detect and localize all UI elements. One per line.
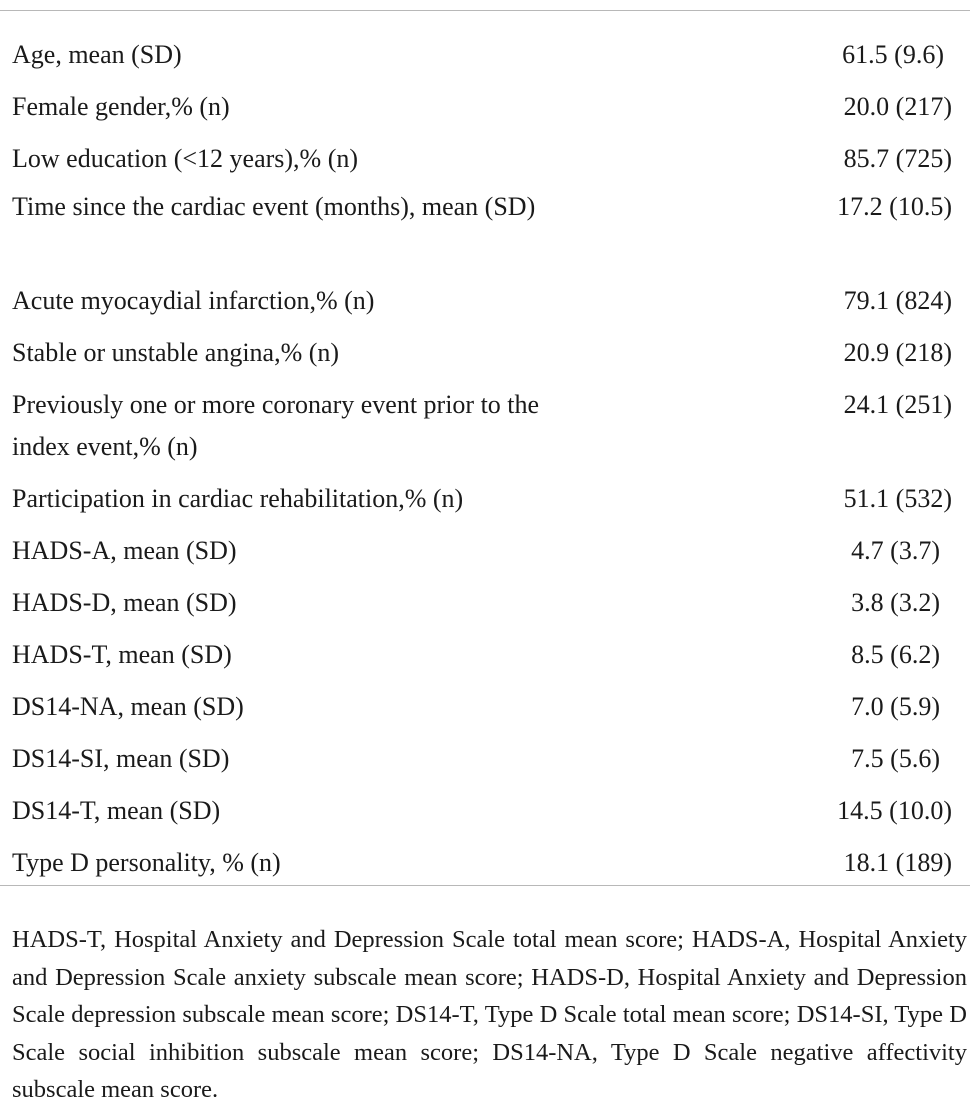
row-value: 24.1 (251) xyxy=(843,390,952,419)
table-row xyxy=(0,738,970,790)
row-label: DS14-NA, mean (SD) xyxy=(12,692,244,721)
table-row xyxy=(0,478,970,530)
table-row xyxy=(0,332,970,384)
table-row xyxy=(0,790,970,842)
row-label: DS14-T, mean (SD) xyxy=(12,796,221,825)
row-value: 4.7 (3.7) xyxy=(851,536,940,565)
table-row xyxy=(0,530,970,582)
table-body xyxy=(0,30,970,894)
table-row xyxy=(0,82,970,134)
table-row xyxy=(0,634,970,686)
row-value: 7.0 (5.9) xyxy=(851,692,940,721)
row-label: DS14-SI, mean (SD) xyxy=(12,744,230,773)
row-label: Age, mean (SD) xyxy=(12,40,182,69)
row-value: 20.9 (218) xyxy=(843,338,952,367)
row-label: HADS-A, mean (SD) xyxy=(12,536,237,565)
table-row xyxy=(0,686,970,738)
row-value: 51.1 (532) xyxy=(843,484,952,513)
row-value: 20.0 (217) xyxy=(843,92,952,121)
row-value: 7.5 (5.6) xyxy=(851,744,940,773)
row-value: 61.5 (9.6) xyxy=(842,40,944,69)
table-row xyxy=(0,384,970,478)
row-label: Participation in cardiac rehabilitation,% (n) xyxy=(12,484,464,513)
row-value: 14.5 (10.0) xyxy=(837,796,952,825)
table-row xyxy=(0,30,970,82)
row-value: 85.7 (725) xyxy=(843,144,952,173)
row-value: 3.8 (3.2) xyxy=(851,588,940,617)
row-value: 8.5 (6.2) xyxy=(851,640,940,669)
table-row xyxy=(0,582,970,634)
row-value: 17.2 (10.5) xyxy=(837,192,952,221)
row-value: 79.1 (824) xyxy=(843,286,952,315)
row-label: Acute myocaydial infarction,% (n) xyxy=(12,286,375,315)
row-label: HADS-D, mean (SD) xyxy=(12,588,237,617)
row-label: Stable or unstable angina,% (n) xyxy=(12,338,340,367)
table-row xyxy=(0,842,970,894)
row-label: Time since the cardiac event (months), mean (SD) xyxy=(12,192,536,221)
table-row xyxy=(0,186,970,280)
table-top-rule xyxy=(0,10,970,11)
row-value: 18.1 (189) xyxy=(843,848,952,877)
table-row xyxy=(0,134,970,186)
row-label: Type D personality, % (n) xyxy=(12,848,281,877)
row-label: Low education (<12 years),% (n) xyxy=(12,144,359,173)
table-footnote: HADS-T, Hospital Anxiety and Depression Scale total mean score; HADS-A, Hospital Anxiety and Depression Scale anxiety subscale mean score; HADS-D, Hospital Anxiety and Depression Scale depression subscale mean score; DS14-T, Type D Scale total mean score; DS14-SI, Type D Scale social inhibition subscale mean score; DS14-NA, Type D Scale negative affectivity subscale mean score. xyxy=(12,926,967,1103)
row-label: Female gender,% (n) xyxy=(12,92,230,121)
row-label: Previously one or more coronary event prior to the index event,% (n) xyxy=(12,390,540,461)
row-label: HADS-T, mean (SD) xyxy=(12,640,232,669)
table-bottom-rule xyxy=(0,885,970,886)
table-row xyxy=(0,280,970,332)
